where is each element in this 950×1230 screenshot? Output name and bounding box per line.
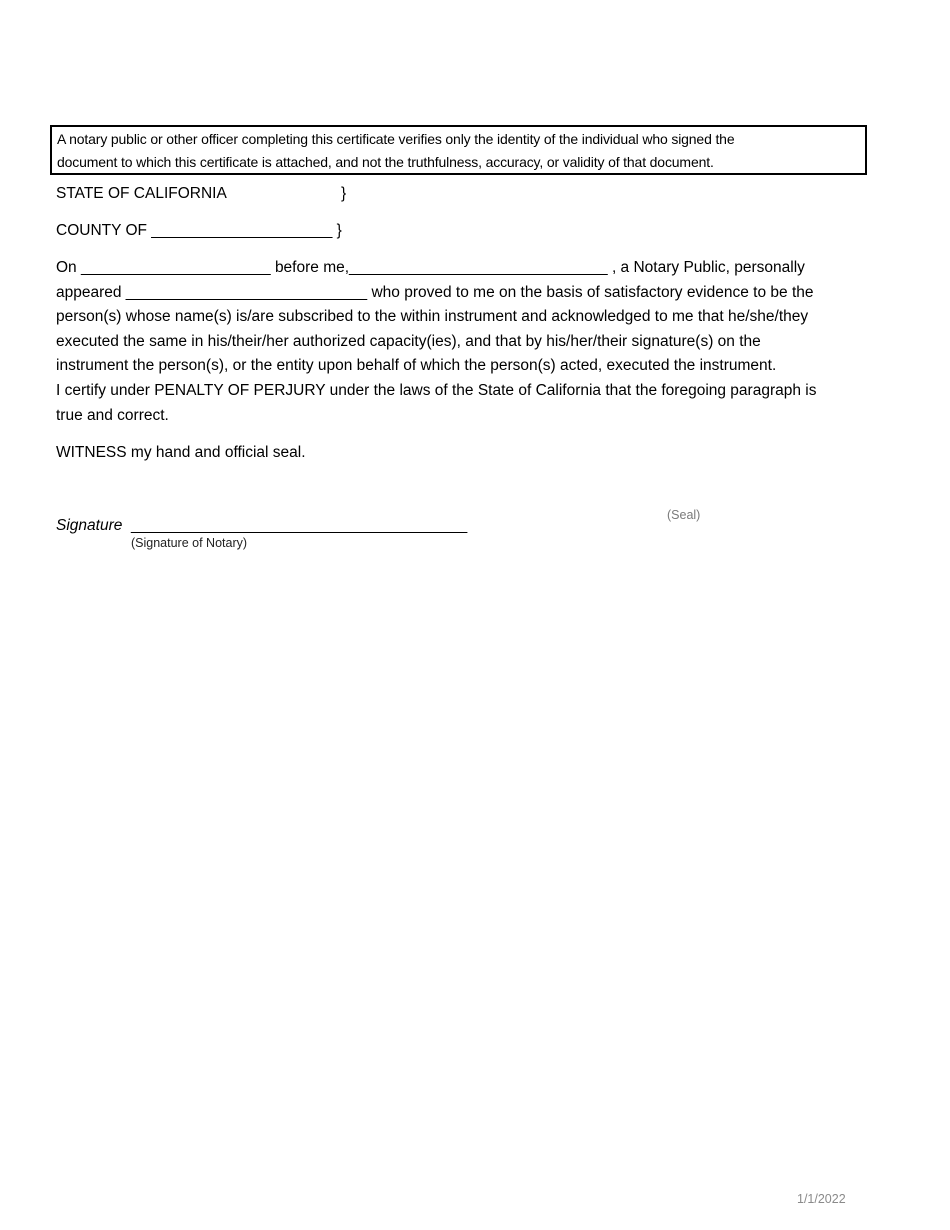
paragraph-line: executed the same in his/their/her authorized capacity(ies), and that by his/her/their signature(s) on the (56, 332, 761, 350)
paragraph-line: appeared ____________________________ who proved to me on the basis of satisfactory evidence to be the (56, 283, 814, 301)
paragraph-line: I certify under PENALTY OF PERJURY under the laws of the State of California that the foregoing paragraph is (56, 381, 817, 399)
acknowledgment-paragraph (56, 256, 906, 428)
seal-label: (Seal) (667, 508, 701, 522)
signature-caption: (Signature of Notary) (131, 536, 248, 550)
witness-statement: WITNESS my hand and official seal. (56, 444, 306, 461)
signature-line: _______________________________________ (131, 517, 468, 534)
signature-label: Signature (56, 517, 123, 534)
state-brace: } (341, 185, 347, 202)
paragraph-line: person(s) whose name(s) is/are subscribed to the within instrument and acknowledged to me that he/she/they (56, 308, 809, 326)
paragraph-line: On ______________________ before me,______________________________ , a Notary Public, personally (56, 259, 805, 276)
county-line: COUNTY OF _____________________ } (56, 222, 342, 239)
footer-date: 1/1/2022 (797, 1192, 846, 1206)
notary-disclaimer-box (50, 125, 867, 175)
paragraph-line: instrument the person(s), or the entity upon behalf of which the person(s) acted, executed the instrument. (56, 357, 777, 375)
state-label: STATE OF CALIFORNIA (56, 185, 227, 202)
disclaimer-line-2: document to which this certificate is attached, and not the truthfulness, accuracy, or validity of that document. (57, 154, 714, 170)
disclaimer-line-1: A notary public or other officer completing this certificate verifies only the identity of the individual who signed the (57, 131, 735, 147)
paragraph-line: true and correct. (56, 406, 169, 424)
